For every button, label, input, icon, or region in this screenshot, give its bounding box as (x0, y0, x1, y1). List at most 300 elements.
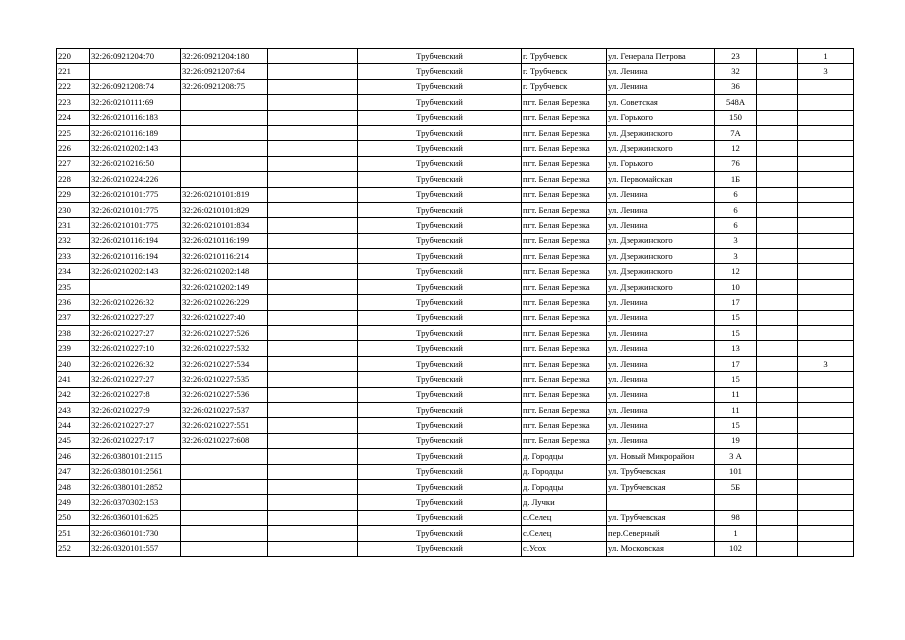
cadastral-number-2: 32:26:0921207:64 (181, 64, 268, 79)
row-number: 223 (57, 95, 90, 110)
empty-cell (268, 64, 358, 79)
extra-value (798, 295, 854, 310)
table-row (57, 156, 854, 171)
cadastral-number-2 (181, 526, 268, 541)
locality: пгт. Белая Березка (522, 110, 607, 125)
empty-cell (757, 79, 798, 94)
cadastral-number-2 (181, 172, 268, 187)
empty-cell (757, 64, 798, 79)
street: пер.Северный (607, 526, 715, 541)
row-number: 250 (57, 510, 90, 525)
extra-value: 3 (798, 356, 854, 371)
table-body (57, 49, 854, 557)
empty-cell (757, 510, 798, 525)
table-row (57, 79, 854, 94)
district: Трубчевский (358, 110, 522, 125)
house-number: 548А (715, 95, 757, 110)
empty-cell (268, 172, 358, 187)
table-row (57, 372, 854, 387)
cadastral-number-1: 32:26:0210227:27 (90, 326, 181, 341)
locality: пгт. Белая Березка (522, 433, 607, 448)
empty-cell (268, 449, 358, 464)
empty-cell (757, 249, 798, 264)
row-number: 230 (57, 202, 90, 217)
house-number: 98 (715, 510, 757, 525)
street: ул. Горького (607, 110, 715, 125)
cadastral-number-1: 32:26:0210224:226 (90, 172, 181, 187)
row-number: 220 (57, 49, 90, 64)
locality: пгт. Белая Березка (522, 341, 607, 356)
empty-cell (268, 372, 358, 387)
street: ул. Ленина (607, 387, 715, 402)
table-row (57, 125, 854, 140)
empty-cell (268, 310, 358, 325)
cadastral-number-1: 32:26:0320101:557 (90, 541, 181, 556)
empty-cell (757, 402, 798, 417)
cadastral-number-2: 32:26:0210227:608 (181, 433, 268, 448)
table-row (57, 95, 854, 110)
table-row (57, 141, 854, 156)
cadastral-number-1: 32:26:0210227:27 (90, 418, 181, 433)
cadastral-number-2: 32:26:0210227:532 (181, 341, 268, 356)
district: Трубчевский (358, 449, 522, 464)
house-number: 1 (715, 526, 757, 541)
street: ул. Московская (607, 541, 715, 556)
extra-value (798, 449, 854, 464)
cadastral-number-1: 32:26:0210101:775 (90, 187, 181, 202)
extra-value (798, 310, 854, 325)
district: Трубчевский (358, 541, 522, 556)
district: Трубчевский (358, 141, 522, 156)
cadastral-number-2 (181, 495, 268, 510)
table-row (57, 187, 854, 202)
row-number: 232 (57, 233, 90, 248)
row-number: 251 (57, 526, 90, 541)
table-row (57, 387, 854, 402)
empty-cell (268, 510, 358, 525)
house-number: 3 (715, 249, 757, 264)
empty-cell (268, 249, 358, 264)
extra-value (798, 156, 854, 171)
extra-value (798, 79, 854, 94)
empty-cell (268, 464, 358, 479)
cadastral-number-2: 32:26:0210227:534 (181, 356, 268, 371)
empty-cell (757, 541, 798, 556)
street: ул. Ленина (607, 64, 715, 79)
district: Трубчевский (358, 356, 522, 371)
row-number: 229 (57, 187, 90, 202)
row-number: 234 (57, 264, 90, 279)
empty-cell (268, 264, 358, 279)
row-number: 238 (57, 326, 90, 341)
extra-value: 1 (798, 49, 854, 64)
table-row (57, 264, 854, 279)
locality: пгт. Белая Березка (522, 218, 607, 233)
district: Трубчевский (358, 156, 522, 171)
extra-value (798, 526, 854, 541)
district: Трубчевский (358, 372, 522, 387)
house-number: 19 (715, 433, 757, 448)
cadastral-number-2: 32:26:0210116:199 (181, 233, 268, 248)
table-row (57, 279, 854, 294)
district: Трубчевский (358, 464, 522, 479)
cadastral-number-2 (181, 141, 268, 156)
row-number: 241 (57, 372, 90, 387)
empty-cell (757, 264, 798, 279)
locality: пгт. Белая Березка (522, 202, 607, 217)
cadastral-number-2: 32:26:0210227:40 (181, 310, 268, 325)
table-row (57, 310, 854, 325)
house-number (715, 495, 757, 510)
table-row (57, 433, 854, 448)
cadastral-number-1: 32:26:0210227:17 (90, 433, 181, 448)
table-row (57, 479, 854, 494)
empty-cell (268, 326, 358, 341)
house-number: 17 (715, 295, 757, 310)
row-number: 222 (57, 79, 90, 94)
house-number: 6 (715, 202, 757, 217)
row-number: 227 (57, 156, 90, 171)
empty-cell (268, 141, 358, 156)
cadastral-number-1: 32:26:0370302:153 (90, 495, 181, 510)
cadastral-number-2 (181, 449, 268, 464)
cadastral-number-1: 32:26:0210111:69 (90, 95, 181, 110)
locality: пгт. Белая Березка (522, 95, 607, 110)
empty-cell (757, 202, 798, 217)
row-number: 252 (57, 541, 90, 556)
street: ул. Ленина (607, 202, 715, 217)
table-row (57, 233, 854, 248)
house-number: 3 А (715, 449, 757, 464)
table-row (57, 295, 854, 310)
extra-value (798, 510, 854, 525)
cadastral-number-1: 32:26:0210227:27 (90, 372, 181, 387)
table-row (57, 510, 854, 525)
house-number: 15 (715, 310, 757, 325)
table-row (57, 49, 854, 64)
table-row (57, 64, 854, 79)
locality: пгт. Белая Березка (522, 295, 607, 310)
cadastral-number-1: 32:26:0210227:10 (90, 341, 181, 356)
row-number: 243 (57, 402, 90, 417)
extra-value (798, 141, 854, 156)
empty-cell (757, 49, 798, 64)
street (607, 495, 715, 510)
district: Трубчевский (358, 510, 522, 525)
district: Трубчевский (358, 526, 522, 541)
street: ул. Советская (607, 95, 715, 110)
house-number: 23 (715, 49, 757, 64)
locality: д. Лучки (522, 495, 607, 510)
empty-cell (757, 218, 798, 233)
house-number: 12 (715, 264, 757, 279)
district: Трубчевский (358, 49, 522, 64)
empty-cell (268, 295, 358, 310)
cadastral-number-1: 32:26:0210116:183 (90, 110, 181, 125)
table-row (57, 218, 854, 233)
cadastral-number-2 (181, 110, 268, 125)
empty-cell (757, 172, 798, 187)
row-number: 221 (57, 64, 90, 79)
house-number: 17 (715, 356, 757, 371)
house-number: 6 (715, 187, 757, 202)
cadastral-number-1: 32:26:0210116:189 (90, 125, 181, 140)
house-number: 150 (715, 110, 757, 125)
locality: г. Трубчевск (522, 49, 607, 64)
district: Трубчевский (358, 295, 522, 310)
extra-value (798, 264, 854, 279)
cadastral-number-1: 32:26:0921208:74 (90, 79, 181, 94)
table-row (57, 541, 854, 556)
house-number: 15 (715, 372, 757, 387)
house-number: 11 (715, 402, 757, 417)
locality: пгт. Белая Березка (522, 279, 607, 294)
table-row (57, 464, 854, 479)
locality: с.Селец (522, 510, 607, 525)
cadastral-number-2 (181, 541, 268, 556)
district: Трубчевский (358, 279, 522, 294)
empty-cell (757, 233, 798, 248)
table-row (57, 402, 854, 417)
empty-cell (757, 125, 798, 140)
street: ул. Трубчевская (607, 464, 715, 479)
extra-value (798, 125, 854, 140)
street: ул. Ленина (607, 326, 715, 341)
cadastral-number-1: 32:26:0921204:70 (90, 49, 181, 64)
empty-cell (268, 156, 358, 171)
locality: д. Городцы (522, 449, 607, 464)
cadastral-number-1: 32:26:0210226:32 (90, 356, 181, 371)
district: Трубчевский (358, 218, 522, 233)
row-number: 226 (57, 141, 90, 156)
row-number: 224 (57, 110, 90, 125)
street: ул. Трубчевская (607, 510, 715, 525)
row-number: 239 (57, 341, 90, 356)
house-number: 12 (715, 141, 757, 156)
empty-cell (757, 187, 798, 202)
empty-cell (268, 233, 358, 248)
street: ул. Ленина (607, 372, 715, 387)
table-row (57, 249, 854, 264)
district: Трубчевский (358, 310, 522, 325)
cadastral-number-1: 32:26:0210216:50 (90, 156, 181, 171)
empty-cell (757, 356, 798, 371)
table-row (57, 326, 854, 341)
extra-value (798, 387, 854, 402)
locality: д. Городцы (522, 464, 607, 479)
district: Трубчевский (358, 418, 522, 433)
table-row (57, 495, 854, 510)
district: Трубчевский (358, 202, 522, 217)
extra-value (798, 172, 854, 187)
empty-cell (268, 356, 358, 371)
empty-cell (757, 295, 798, 310)
empty-cell (757, 495, 798, 510)
locality: пгт. Белая Березка (522, 172, 607, 187)
row-number: 248 (57, 479, 90, 494)
street: ул. Первомайская (607, 172, 715, 187)
cadastral-number-2 (181, 156, 268, 171)
empty-cell (268, 202, 358, 217)
row-number: 240 (57, 356, 90, 371)
empty-cell (268, 495, 358, 510)
locality: пгт. Белая Березка (522, 326, 607, 341)
empty-cell (268, 387, 358, 402)
empty-cell (757, 387, 798, 402)
locality: пгт. Белая Березка (522, 310, 607, 325)
cadastral-number-2: 32:26:0210101:834 (181, 218, 268, 233)
street: ул. Новый Микрорайон (607, 449, 715, 464)
locality: пгт. Белая Березка (522, 141, 607, 156)
house-number: 32 (715, 64, 757, 79)
empty-cell (757, 279, 798, 294)
locality: пгт. Белая Березка (522, 187, 607, 202)
street: ул. Дзержинского (607, 125, 715, 140)
empty-cell (757, 526, 798, 541)
street: ул. Трубчевская (607, 479, 715, 494)
house-number: 7А (715, 125, 757, 140)
row-number: 245 (57, 433, 90, 448)
extra-value (798, 187, 854, 202)
extra-value (798, 495, 854, 510)
cadastral-number-2: 32:26:0210227:537 (181, 402, 268, 417)
extra-value (798, 464, 854, 479)
table-row (57, 449, 854, 464)
empty-cell (268, 433, 358, 448)
street: ул. Ленина (607, 295, 715, 310)
table-row (57, 202, 854, 217)
row-number: 237 (57, 310, 90, 325)
district: Трубчевский (358, 233, 522, 248)
locality: пгт. Белая Березка (522, 249, 607, 264)
street: ул. Ленина (607, 79, 715, 94)
empty-cell (757, 326, 798, 341)
cadastral-number-2: 32:26:0210226:229 (181, 295, 268, 310)
empty-cell (757, 433, 798, 448)
cadastral-number-2: 32:26:0210227:551 (181, 418, 268, 433)
empty-cell (268, 479, 358, 494)
empty-cell (268, 402, 358, 417)
street: ул. Горького (607, 156, 715, 171)
street: ул. Дзержинского (607, 233, 715, 248)
empty-cell (757, 141, 798, 156)
extra-value (798, 202, 854, 217)
locality: пгт. Белая Березка (522, 125, 607, 140)
locality: пгт. Белая Березка (522, 356, 607, 371)
locality: д. Городцы (522, 479, 607, 494)
row-number: 246 (57, 449, 90, 464)
cadastral-number-2: 32:26:0210202:148 (181, 264, 268, 279)
extra-value (798, 279, 854, 294)
cadastral-number-2: 32:26:0210202:149 (181, 279, 268, 294)
district: Трубчевский (358, 95, 522, 110)
extra-value (798, 249, 854, 264)
house-number: 3 (715, 233, 757, 248)
street: ул. Ленина (607, 356, 715, 371)
empty-cell (757, 464, 798, 479)
cadastral-number-1: 32:26:0360101:625 (90, 510, 181, 525)
street: ул. Ленина (607, 402, 715, 417)
row-number: 244 (57, 418, 90, 433)
street: ул. Генерала Петрова (607, 49, 715, 64)
district: Трубчевский (358, 172, 522, 187)
house-number: 101 (715, 464, 757, 479)
cadastral-number-1: 32:26:0210101:775 (90, 218, 181, 233)
empty-cell (268, 526, 358, 541)
row-number: 236 (57, 295, 90, 310)
extra-value (798, 326, 854, 341)
cadastral-number-1 (90, 279, 181, 294)
house-number: 15 (715, 326, 757, 341)
cadastral-number-1: 32:26:0210116:194 (90, 233, 181, 248)
empty-cell (757, 310, 798, 325)
locality: пгт. Белая Березка (522, 156, 607, 171)
empty-cell (757, 156, 798, 171)
empty-cell (268, 95, 358, 110)
locality: пгт. Белая Березка (522, 372, 607, 387)
house-number: 15 (715, 418, 757, 433)
house-number: 76 (715, 156, 757, 171)
registry-table (56, 48, 854, 557)
cadastral-number-1: 32:26:0210227:27 (90, 310, 181, 325)
cadastral-number-2 (181, 479, 268, 494)
locality: с.Усох (522, 541, 607, 556)
street: ул. Ленина (607, 187, 715, 202)
row-number: 233 (57, 249, 90, 264)
street: ул. Дзержинского (607, 249, 715, 264)
empty-cell (268, 218, 358, 233)
district: Трубчевский (358, 79, 522, 94)
district: Трубчевский (358, 495, 522, 510)
cadastral-number-1: 32:26:0210227:8 (90, 387, 181, 402)
cadastral-number-2: 32:26:0921204:180 (181, 49, 268, 64)
street: ул. Ленина (607, 418, 715, 433)
empty-cell (268, 418, 358, 433)
cadastral-number-1: 32:26:0210202:143 (90, 264, 181, 279)
locality: с.Селец (522, 526, 607, 541)
extra-value (798, 541, 854, 556)
extra-value (798, 372, 854, 387)
house-number: 1Б (715, 172, 757, 187)
district: Трубчевский (358, 402, 522, 417)
empty-cell (757, 449, 798, 464)
cadastral-number-2: 32:26:0210227:526 (181, 326, 268, 341)
cadastral-number-1 (90, 64, 181, 79)
cadastral-number-2 (181, 125, 268, 140)
house-number: 11 (715, 387, 757, 402)
row-number: 242 (57, 387, 90, 402)
extra-value (798, 218, 854, 233)
table-row (57, 172, 854, 187)
district: Трубчевский (358, 479, 522, 494)
street: ул. Ленина (607, 218, 715, 233)
extra-value (798, 402, 854, 417)
empty-cell (757, 479, 798, 494)
locality: г. Трубчевск (522, 64, 607, 79)
extra-value (798, 110, 854, 125)
table-row (57, 526, 854, 541)
table-row (57, 418, 854, 433)
house-number: 36 (715, 79, 757, 94)
cadastral-number-2 (181, 510, 268, 525)
empty-cell (268, 341, 358, 356)
cadastral-number-2: 32:26:0210101:829 (181, 202, 268, 217)
district: Трубчевский (358, 187, 522, 202)
cadastral-number-2 (181, 464, 268, 479)
empty-cell (268, 79, 358, 94)
row-number: 228 (57, 172, 90, 187)
empty-cell (268, 110, 358, 125)
